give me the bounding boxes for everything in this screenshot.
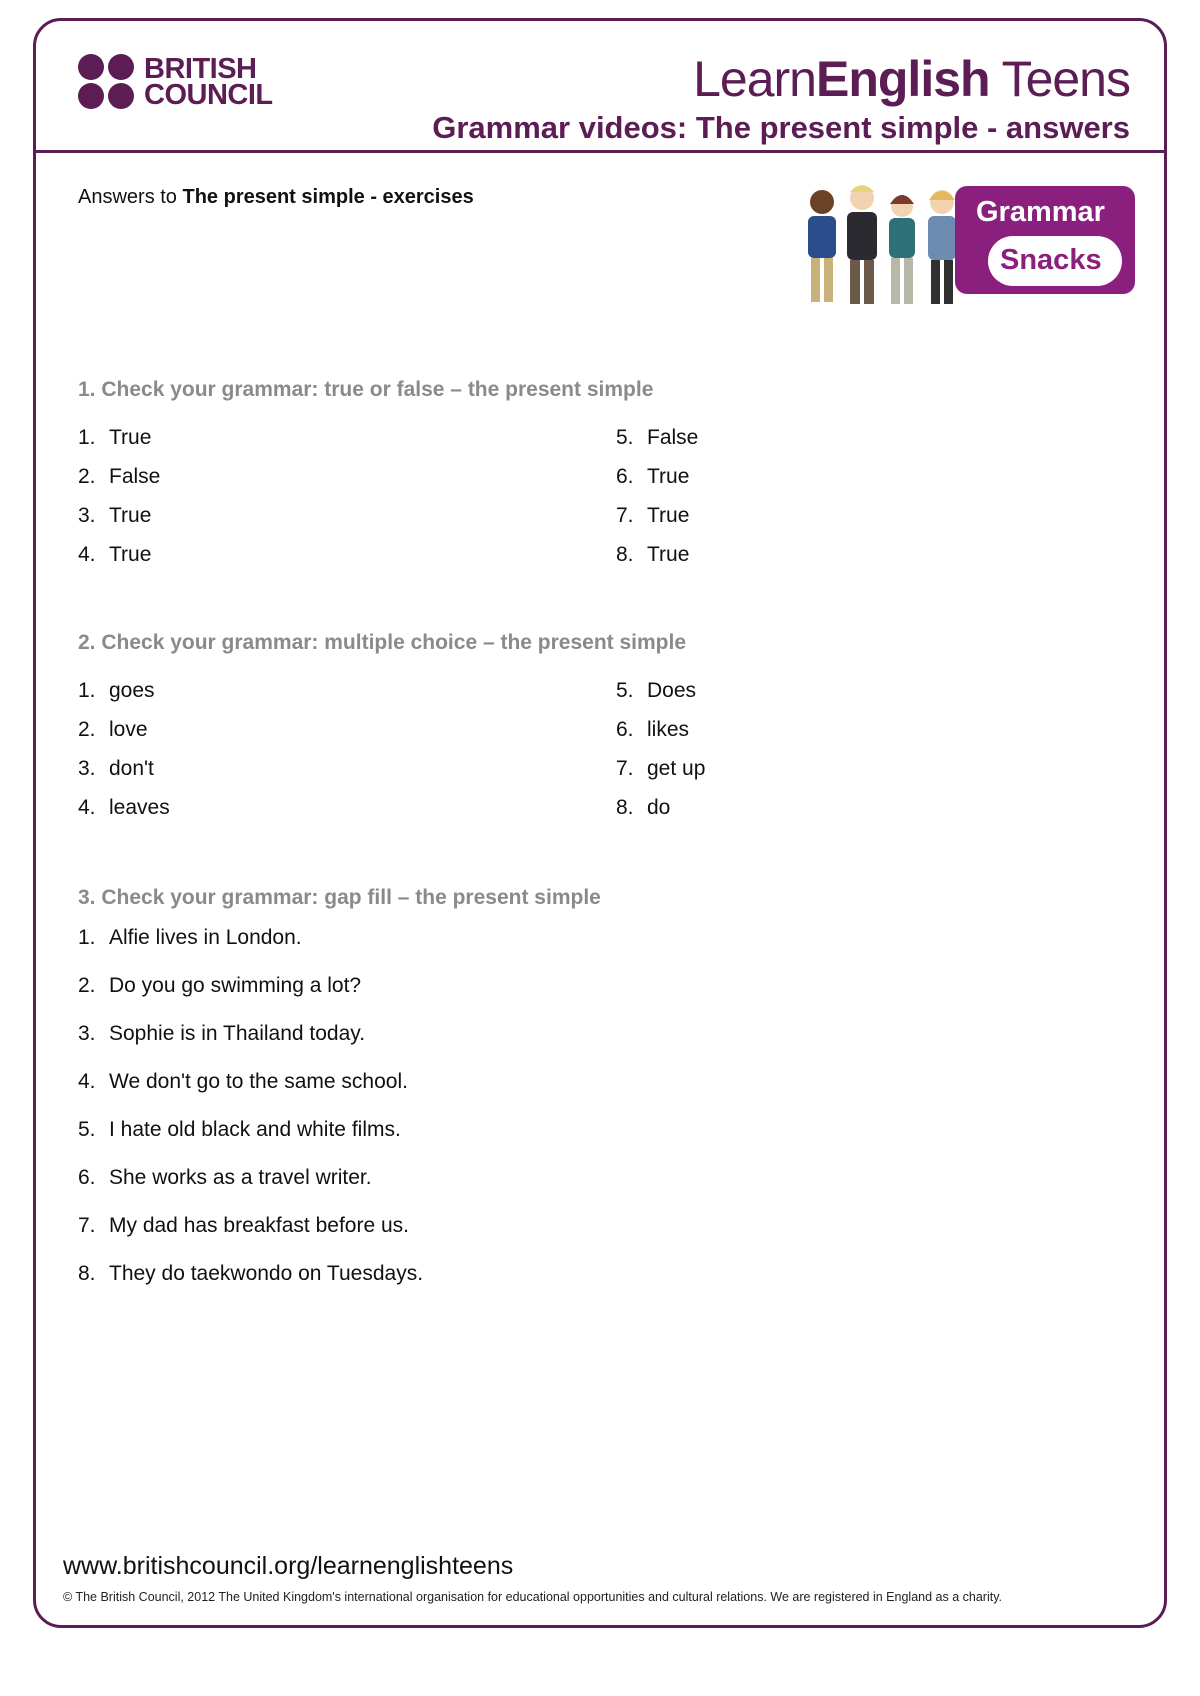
list-item: 7. My dad has breakfast before us.: [78, 1214, 409, 1237]
list-item: 7. True: [616, 504, 690, 527]
british-council-logo: [78, 54, 273, 110]
list-item: 6. True: [616, 465, 690, 488]
list-item: 8. do: [616, 796, 671, 819]
list-item: 1. Alfie lives in London.: [78, 926, 302, 949]
intro-line: [78, 186, 474, 209]
characters-illustration-icon: [800, 180, 970, 320]
list-item: 3. don't: [78, 757, 154, 780]
list-item: 1. True: [78, 426, 152, 449]
list-item: 5. False: [616, 426, 699, 449]
header-divider: [33, 150, 1167, 153]
intro-prefix: Answers to: [78, 186, 183, 208]
list-item: 6. She works as a travel writer.: [78, 1166, 372, 1189]
intro-bold: The present simple - exercises: [182, 186, 474, 208]
list-item: 6. likes: [616, 718, 690, 741]
section-2-title: 2. Check your grammar: multiple choice – the present simple: [78, 631, 687, 654]
section-3-list: [78, 926, 423, 1310]
brand-english: English: [816, 51, 990, 107]
logo-line-2: COUNCIL: [144, 79, 273, 111]
list-item: 1. goes: [78, 679, 155, 702]
list-item: 3. True: [78, 504, 152, 527]
section-1-right-list: [616, 426, 698, 582]
section-2-right-list: [616, 679, 705, 835]
footer-copyright: © The British Council, 2012 The United Kingdom's international organisation for educational opportunities and cultural relations. We are registered in England as a charity.: [63, 1590, 1002, 1604]
badge-word-snacks: Snacks: [1000, 244, 1102, 276]
learnenglish-teens-brand: [693, 50, 1130, 108]
list-item: 5. Does: [616, 679, 697, 702]
section-3-title: 3. Check your grammar: gap fill – the present simple: [78, 886, 601, 909]
document-title: Grammar videos: The present simple - answers: [432, 110, 1130, 145]
list-item: 4. We don't go to the same school.: [78, 1070, 408, 1093]
brand-teens: Teens: [989, 51, 1130, 107]
section-1-left-list: [78, 426, 160, 582]
list-item: 4. True: [78, 543, 152, 566]
logo-dots-icon: [78, 54, 136, 110]
list-item: 2. False: [78, 465, 161, 488]
list-item: 2. Do you go swimming a lot?: [78, 974, 362, 997]
logo-line-1: BRITISH: [144, 53, 257, 85]
list-item: 3. Sophie is in Thailand today.: [78, 1022, 366, 1045]
brand-learn: Learn: [693, 51, 816, 107]
list-item: 5. I hate old black and white films.: [78, 1118, 401, 1141]
footer-url: www.britishcouncil.org/learnenglishteens: [63, 1552, 514, 1580]
list-item: 4. leaves: [78, 796, 170, 819]
list-item: 7. get up: [616, 757, 706, 780]
grammar-snacks-graphic: [800, 180, 1140, 320]
section-1-title: 1. Check your grammar: true or false – the present simple: [78, 378, 654, 401]
list-item: 8. True: [616, 543, 690, 566]
section-2-left-list: [78, 679, 170, 835]
badge-word-grammar: Grammar: [976, 196, 1105, 228]
list-item: 2. love: [78, 718, 148, 741]
list-item: 8. They do taekwondo on Tuesdays.: [78, 1262, 424, 1285]
